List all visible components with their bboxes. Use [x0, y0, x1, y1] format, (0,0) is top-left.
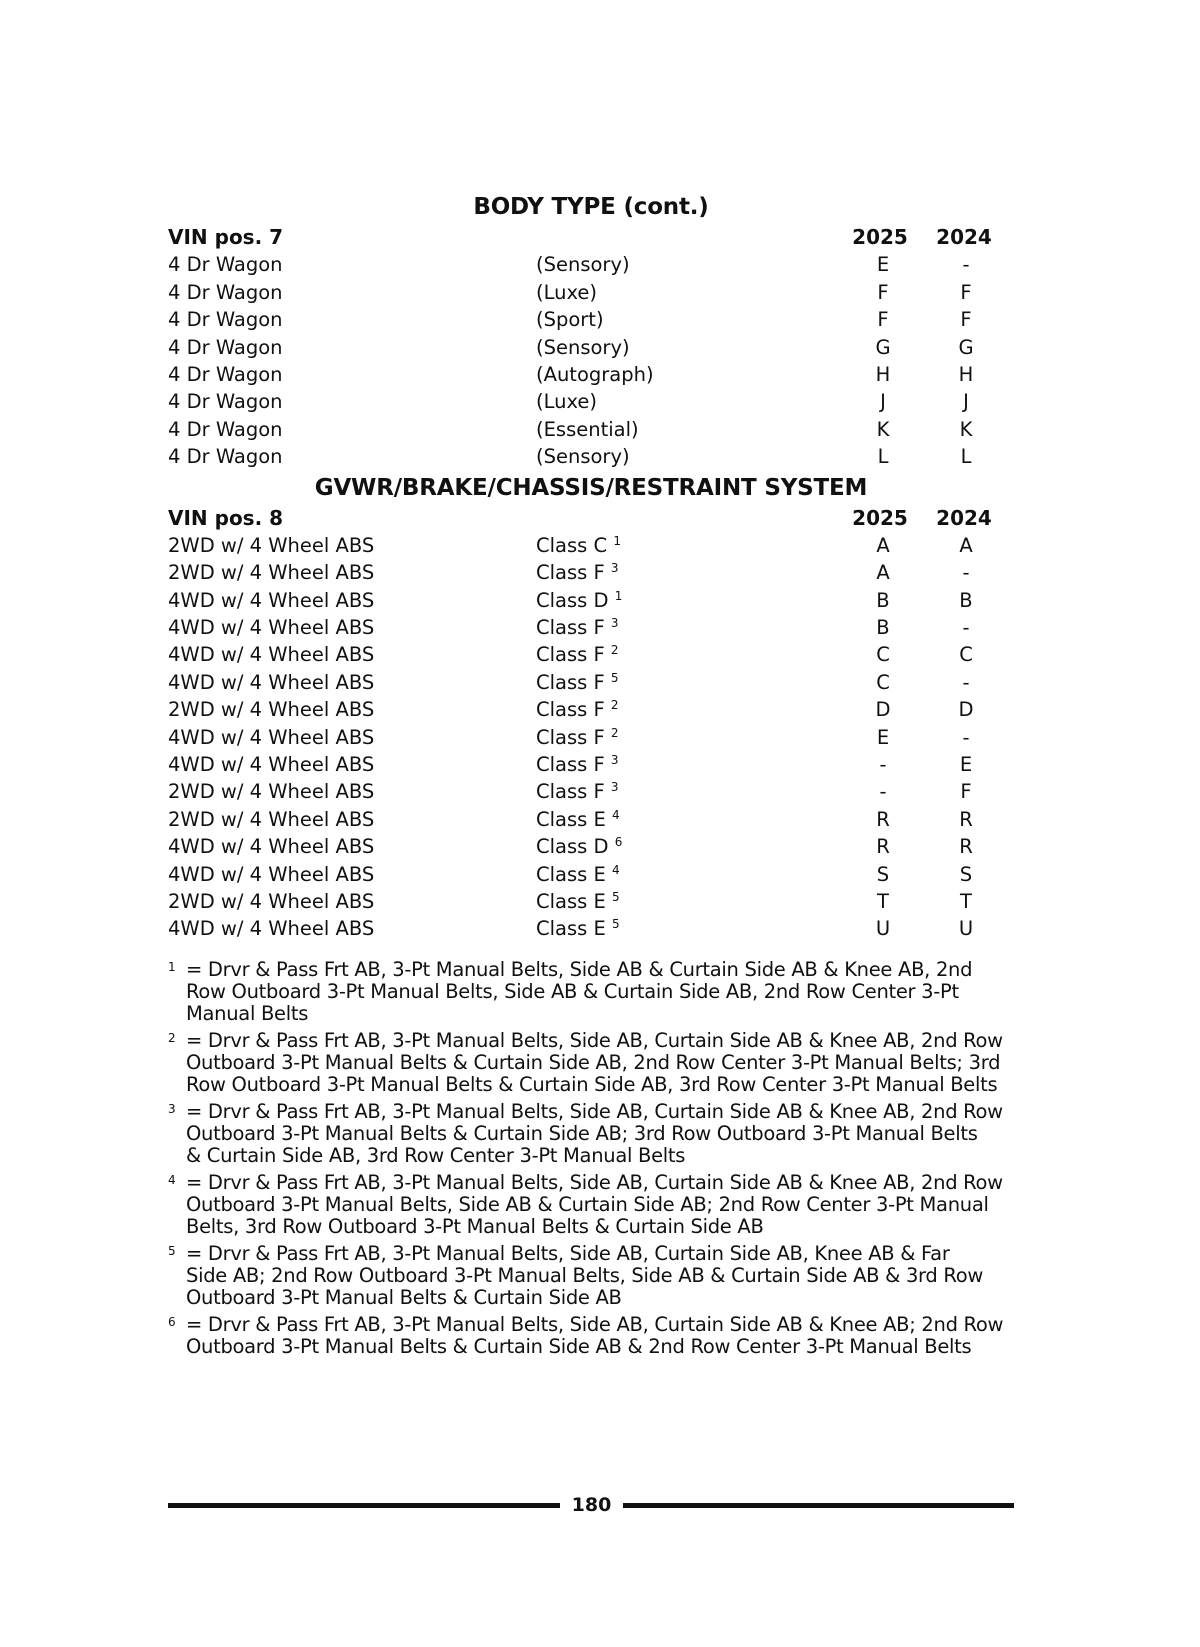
table-row: [168, 251, 1014, 278]
row-description: 2WD w/ 4 Wheel ABS: [168, 780, 375, 804]
row-code-2025: K: [876, 417, 890, 441]
class-label: Class E: [536, 889, 606, 913]
footnote-mark: 3: [168, 1101, 176, 1116]
footer-rule-left: [168, 1503, 560, 1508]
footnote-line: = Drvr & Pass Frt AB, 3-Pt Manual Belts, Side AB, Curtain Side AB & Knee AB, 2nd Row: [186, 1028, 1003, 1052]
footnote: [168, 1030, 1014, 1096]
footnote: [168, 1314, 1014, 1358]
row-trim: (Luxe): [536, 390, 598, 414]
footnote-line: Side AB; 2nd Row Outboard 3-Pt Manual Belts, Side AB & Curtain Side AB & 3rd Row: [186, 1263, 984, 1287]
row-class: [536, 806, 620, 833]
table-row: [168, 559, 1014, 586]
row-class: [536, 559, 619, 586]
row-code-2024: G: [958, 335, 974, 359]
class-label: Class F: [536, 616, 605, 640]
row-code-2025: L: [877, 445, 889, 469]
row-description: 2WD w/ 4 Wheel ABS: [168, 889, 375, 913]
footnote-ref: 6: [614, 835, 623, 850]
row-code-2024: R: [959, 807, 973, 831]
row-class: [536, 532, 621, 559]
row-code-2024: -: [962, 561, 970, 585]
row-code-2025: -: [879, 780, 887, 804]
row-description: 4 Dr Wagon: [168, 308, 283, 332]
row-class: [536, 778, 619, 805]
row-trim: (Sensory): [536, 253, 630, 277]
row-class: [536, 724, 619, 751]
footnote-line: Manual Belts: [186, 1001, 309, 1025]
row-class: [536, 861, 620, 888]
row-code-2025: F: [877, 308, 889, 332]
row-code-2025: G: [875, 335, 891, 359]
table-row: [168, 279, 1014, 306]
body-type-table: [168, 251, 1014, 470]
row-trim: (Essential): [536, 417, 639, 441]
class-label: Class F: [536, 725, 605, 749]
footnote-ref: 1: [614, 588, 623, 603]
row-description: 4 Dr Wagon: [168, 253, 283, 277]
row-class: [536, 587, 622, 614]
footnote-line: Outboard 3-Pt Manual Belts, Side AB & Curtain Side AB; 2nd Row Center 3-Pt Manual: [186, 1192, 989, 1216]
table-row: [168, 696, 1014, 723]
class-label: Class C: [536, 533, 608, 557]
class-label: Class F: [536, 643, 605, 667]
row-code-2024: K: [959, 417, 973, 441]
row-code-2025: B: [876, 616, 890, 640]
footnote: [168, 1243, 1014, 1309]
row-description: 4 Dr Wagon: [168, 417, 283, 441]
table-row: [168, 334, 1014, 361]
row-code-2024: -: [962, 725, 970, 749]
footnote-ref: 2: [610, 725, 619, 740]
row-description: 4WD w/ 4 Wheel ABS: [168, 835, 375, 859]
row-code-2025: A: [876, 561, 890, 585]
class-label: Class D: [536, 835, 609, 859]
row-code-2024: -: [962, 670, 970, 694]
footnote-line: = Drvr & Pass Frt AB, 3-Pt Manual Belts, Side AB, Curtain Side AB, Knee AB & Far: [186, 1241, 950, 1265]
table-row: [168, 388, 1014, 415]
row-code-2024: -: [962, 616, 970, 640]
row-description: 4WD w/ 4 Wheel ABS: [168, 643, 375, 667]
row-code-2024: A: [959, 533, 973, 557]
footnote-line: = Drvr & Pass Frt AB, 3-Pt Manual Belts, Side AB, Curtain Side AB & Knee AB; 2nd Row: [186, 1312, 1004, 1336]
footer-rule-right: [623, 1503, 1014, 1508]
table-row: [168, 416, 1014, 443]
table-row: [168, 532, 1014, 559]
row-code-2024: C: [959, 643, 973, 667]
footnote-ref: 3: [610, 561, 619, 576]
row-description: 4 Dr Wagon: [168, 335, 283, 359]
row-code-2024: F: [960, 780, 972, 804]
row-description: 4WD w/ 4 Wheel ABS: [168, 725, 375, 749]
footnote-mark: 1: [168, 959, 176, 974]
footnote-ref: 2: [610, 698, 619, 713]
row-description: 4WD w/ 4 Wheel ABS: [168, 862, 375, 886]
row-code-2024: J: [963, 390, 969, 414]
page-footer: [168, 1490, 1014, 1520]
table-row: [168, 778, 1014, 805]
row-code-2025: C: [876, 670, 890, 694]
footnote-mark: 4: [168, 1172, 176, 1187]
row-code-2024: H: [958, 362, 974, 386]
gvwr-header: [168, 505, 1014, 532]
body-type-title: BODY TYPE (cont.): [473, 194, 709, 220]
footnote-ref: 5: [612, 889, 620, 904]
class-label: Class F: [536, 670, 605, 694]
row-class: [536, 751, 619, 778]
gvwr-title: GVWR/BRAKE/CHASSIS/RESTRAINT SYSTEM: [314, 474, 868, 501]
table-row: [168, 861, 1014, 888]
footnote-ref: 4: [612, 862, 620, 877]
row-code-2024: D: [958, 698, 974, 722]
footnote-line: = Drvr & Pass Frt AB, 3-Pt Manual Belts, Side AB, Curtain Side AB & Knee AB, 2nd Row: [186, 1170, 1003, 1194]
row-code-2024: R: [959, 835, 973, 859]
row-class: [536, 614, 619, 641]
footnote-mark: 6: [168, 1314, 176, 1329]
row-description: 2WD w/ 4 Wheel ABS: [168, 561, 375, 585]
row-description: 4WD w/ 4 Wheel ABS: [168, 753, 375, 777]
row-class: [536, 696, 619, 723]
row-description: 2WD w/ 4 Wheel ABS: [168, 533, 375, 557]
row-trim: (Sensory): [536, 335, 630, 359]
row-code-2024: L: [960, 445, 972, 469]
class-label: Class F: [536, 561, 605, 585]
footnote-line: & Curtain Side AB, 3rd Row Center 3-Pt Manual Belts: [186, 1143, 686, 1167]
class-label: Class D: [536, 588, 609, 612]
row-code-2025: S: [876, 862, 890, 886]
row-code-2025: E: [876, 725, 890, 749]
footnote-ref: 4: [612, 807, 620, 822]
row-code-2025: D: [875, 698, 891, 722]
row-description: 2WD w/ 4 Wheel ABS: [168, 807, 375, 831]
table-row: [168, 806, 1014, 833]
row-trim: (Luxe): [536, 280, 598, 304]
class-label: Class E: [536, 917, 606, 941]
class-label: Class F: [536, 753, 605, 777]
footnote-line: Outboard 3-Pt Manual Belts & Curtain Side AB; 3rd Row Outboard 3-Pt Manual Belts: [186, 1121, 978, 1145]
table-row: [168, 724, 1014, 751]
footnote: [168, 1101, 1014, 1167]
footnote-ref: 5: [612, 917, 620, 932]
table-row: [168, 833, 1014, 860]
row-trim: (Sport): [536, 308, 604, 332]
table-row: [168, 669, 1014, 696]
row-description: 4WD w/ 4 Wheel ABS: [168, 917, 375, 941]
row-description: 4WD w/ 4 Wheel ABS: [168, 616, 375, 640]
gvwr-table: [168, 532, 1014, 943]
footnote-mark: 2: [168, 1030, 176, 1045]
footnotes: [168, 959, 1014, 1358]
vin-pos-label: VIN pos. 8: [168, 505, 284, 530]
row-description: 4WD w/ 4 Wheel ABS: [168, 588, 375, 612]
class-label: Class E: [536, 862, 606, 886]
row-code-2025: B: [876, 588, 890, 612]
row-trim: (Sensory): [536, 445, 630, 469]
row-code-2025: A: [876, 533, 890, 557]
row-description: 4 Dr Wagon: [168, 280, 283, 304]
row-code-2024: F: [960, 308, 972, 332]
footnote-ref: 1: [613, 533, 621, 548]
footnote-line: Row Outboard 3-Pt Manual Belts, Side AB & Curtain Side AB, 2nd Row Center 3-Pt: [186, 979, 959, 1003]
table-row: [168, 306, 1014, 333]
footnote: [168, 959, 1014, 1025]
class-label: Class F: [536, 780, 605, 804]
row-code-2024: F: [960, 280, 972, 304]
table-row: [168, 443, 1014, 470]
year-col-2025: 2025: [852, 225, 908, 249]
footnote-ref: 2: [610, 643, 619, 658]
row-code-2024: S: [959, 862, 973, 886]
footnote-line: = Drvr & Pass Frt AB, 3-Pt Manual Belts, Side AB, Curtain Side AB & Knee AB, 2nd Row: [186, 1099, 1003, 1123]
table-row: [168, 751, 1014, 778]
row-code-2025: -: [879, 753, 887, 777]
row-code-2025: F: [877, 280, 889, 304]
row-code-2025: E: [876, 253, 890, 277]
footnote-mark: 5: [168, 1243, 176, 1258]
row-code-2024: B: [959, 588, 973, 612]
row-description: 4WD w/ 4 Wheel ABS: [168, 670, 375, 694]
row-class: [536, 641, 619, 668]
table-row: [168, 587, 1014, 614]
row-code-2024: -: [962, 253, 970, 277]
footnote-ref: 3: [610, 753, 619, 768]
footnote-ref: 3: [610, 780, 619, 795]
row-description: 4 Dr Wagon: [168, 390, 283, 414]
footnote-line: Row Outboard 3-Pt Manual Belts & Curtain Side AB, 3rd Row Center 3-Pt Manual Belts: [186, 1072, 998, 1096]
table-row: [168, 361, 1014, 388]
table-row: [168, 614, 1014, 641]
year-col-2024: 2024: [936, 225, 992, 249]
footnote-line: Outboard 3-Pt Manual Belts & Curtain Side AB, 2nd Row Center 3-Pt Manual Belts; 3rd: [186, 1050, 1001, 1074]
row-code-2025: R: [876, 807, 890, 831]
row-class: [536, 669, 619, 696]
body-type-header: [168, 224, 1014, 251]
footnote-ref: 5: [610, 670, 619, 685]
row-code-2024: T: [960, 889, 972, 913]
row-code-2025: T: [877, 889, 889, 913]
row-code-2025: J: [880, 390, 886, 414]
class-label: Class F: [536, 698, 605, 722]
row-code-2025: R: [876, 835, 890, 859]
row-code-2024: U: [958, 917, 974, 941]
footnote-line: Belts, 3rd Row Outboard 3-Pt Manual Belts & Curtain Side AB: [186, 1214, 764, 1238]
year-col-2024: 2024: [936, 505, 992, 530]
footnote-line: Outboard 3-Pt Manual Belts & Curtain Side AB: [186, 1285, 622, 1309]
footnote-line: = Drvr & Pass Frt AB, 3-Pt Manual Belts, Side AB & Curtain Side AB & Knee AB, 2nd: [186, 957, 973, 981]
row-description: 2WD w/ 4 Wheel ABS: [168, 698, 375, 722]
table-row: [168, 915, 1014, 942]
row-class: [536, 915, 620, 942]
row-trim: (Autograph): [536, 362, 654, 386]
document-page: [168, 190, 1014, 1363]
page-number: 180: [571, 1494, 612, 1516]
row-class: [536, 833, 622, 860]
footnote: [168, 1172, 1014, 1238]
row-class: [536, 888, 620, 915]
vin-pos-label: VIN pos. 7: [168, 225, 284, 249]
footnote-line: Outboard 3-Pt Manual Belts & Curtain Side AB & 2nd Row Center 3-Pt Manual Belts: [186, 1334, 972, 1358]
class-label: Class E: [536, 807, 606, 831]
row-code-2025: H: [875, 362, 891, 386]
footnote-ref: 3: [610, 616, 619, 631]
row-code-2025: C: [876, 643, 890, 667]
row-code-2025: U: [875, 917, 891, 941]
year-col-2025: 2025: [852, 505, 908, 530]
row-description: 4 Dr Wagon: [168, 362, 283, 386]
table-row: [168, 641, 1014, 668]
row-description: 4 Dr Wagon: [168, 445, 283, 469]
table-row: [168, 888, 1014, 915]
row-code-2024: E: [959, 753, 973, 777]
